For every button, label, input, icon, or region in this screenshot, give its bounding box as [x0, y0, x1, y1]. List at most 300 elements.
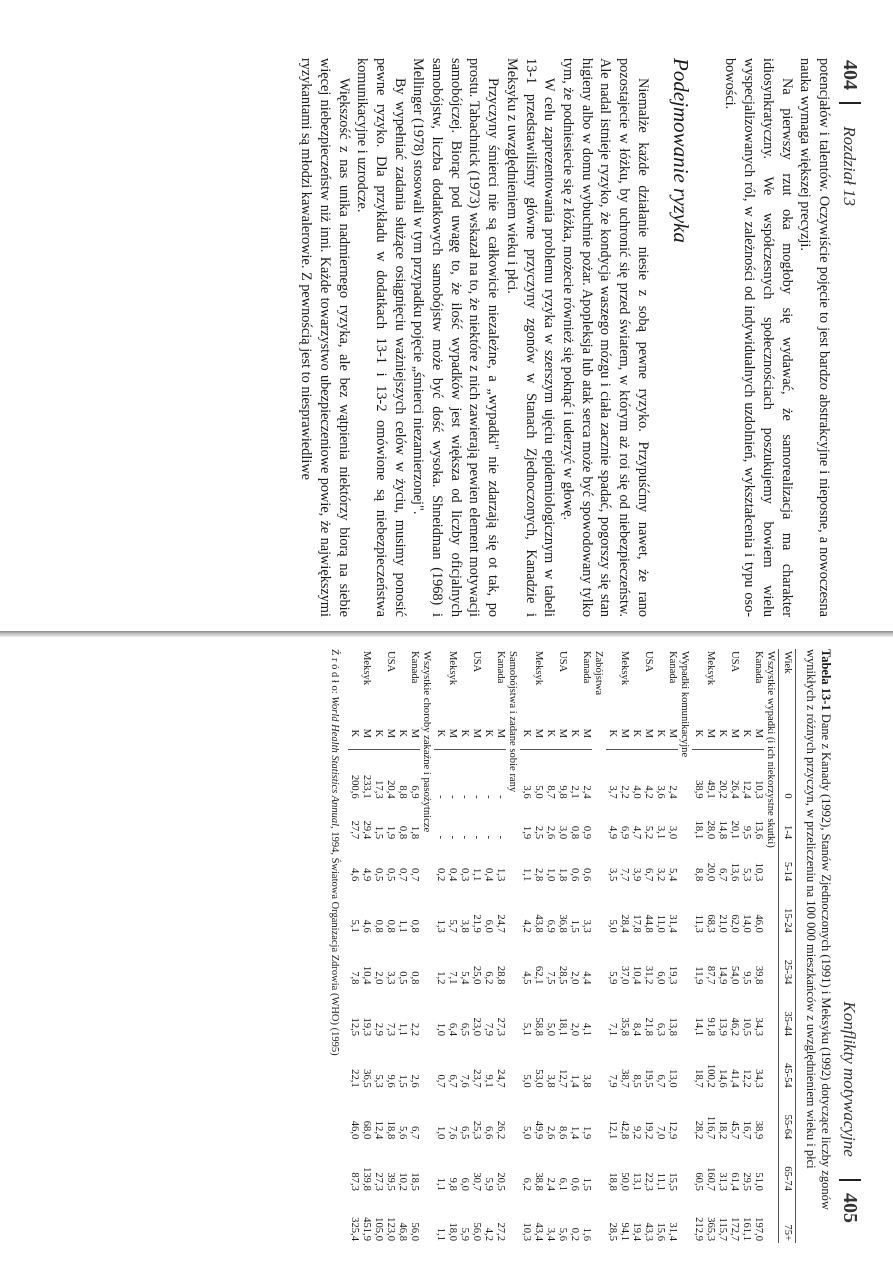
value-cell: 20,2: [717, 780, 728, 799]
country-cell: USA: [729, 651, 740, 673]
value-cell: 12,2: [741, 1069, 752, 1088]
value-cell: 1,5: [569, 919, 580, 933]
value-cell: 6,7: [717, 868, 728, 882]
sex-cell: M: [360, 718, 372, 750]
table-row: [532, 649, 544, 1243]
value-cell: 16,7: [741, 1120, 752, 1140]
country-cell: [520, 649, 532, 718]
table-row: [666, 649, 678, 1243]
value-cell: 161,1: [741, 1217, 752, 1241]
value-cell: 87,7: [705, 965, 716, 985]
table-row: [408, 649, 420, 1243]
country-cell: Kanada: [495, 651, 506, 684]
value-cell: 1,1: [397, 1022, 408, 1037]
value-cell: 200,6: [349, 774, 360, 799]
table-row: [606, 649, 618, 1243]
value-cell: 6,7: [447, 1074, 458, 1088]
value-cell: 8,8: [397, 785, 408, 799]
country-cell: Kanada: [753, 651, 764, 684]
value-cell: 6,2: [483, 971, 494, 985]
value-cell: -: [459, 835, 470, 840]
country-cell: USA: [471, 651, 482, 673]
value-cell: 1,1: [435, 1177, 446, 1191]
value-cell: 42,8: [619, 1120, 630, 1140]
table-row: [520, 649, 532, 1243]
value-cell: 22,1: [349, 1069, 360, 1088]
value-cell: 4,6: [361, 919, 372, 933]
value-cell: 3,8: [459, 919, 470, 933]
value-cell: 1,5: [397, 1074, 408, 1088]
country-cell: [348, 649, 360, 718]
value-cell: 2,0: [373, 971, 384, 985]
value-cell: 3,1: [655, 825, 666, 840]
value-cell: 1,8: [557, 868, 568, 882]
value-cell: 1,9: [581, 1126, 592, 1140]
value-cell: 50,0: [619, 1172, 630, 1191]
value-cell: 6,3: [655, 1022, 666, 1037]
value-cell: 12,5: [349, 1017, 360, 1037]
table-row: [434, 649, 446, 1243]
value-cell: 5,1: [521, 1022, 532, 1037]
value-cell: 6,0: [459, 1177, 470, 1191]
value-cell: 11,3: [693, 914, 704, 933]
value-cell: 3,3: [385, 971, 396, 985]
value-cell: 19,4: [631, 1222, 642, 1241]
value-cell: 49,1: [705, 780, 716, 799]
value-cell: 1,6: [581, 1227, 592, 1241]
table-row: [580, 649, 592, 1243]
value-cell: 1,0: [435, 1126, 446, 1140]
group-title: Wszystkie choroby zakaźne i pasożytnicze: [421, 651, 432, 833]
value-cell: 36,5: [361, 1069, 372, 1088]
value-cell: 6,7: [643, 868, 654, 882]
value-cell: 18,5: [409, 1172, 420, 1191]
value-cell: 6,7: [655, 1074, 666, 1088]
value-cell: 3,8: [581, 1074, 592, 1088]
value-cell: 123,0: [385, 1217, 396, 1241]
group-title-row: [420, 649, 434, 1243]
sex-cell: M: [642, 718, 654, 750]
sex-cell: K: [654, 718, 666, 750]
value-cell: 105,0: [373, 1217, 384, 1241]
value-cell: 0,6: [569, 868, 580, 882]
value-cell: 26,2: [495, 1120, 506, 1140]
table-row: [728, 649, 740, 1243]
value-cell: 20,0: [705, 862, 716, 882]
value-cell: 13,0: [667, 1069, 678, 1088]
column-header: 45-54: [779, 1038, 796, 1090]
value-cell: 0,9: [581, 825, 592, 840]
value-cell: 6,2: [521, 1177, 532, 1191]
value-cell: 233,1: [361, 774, 372, 799]
value-cell: 0,8: [409, 971, 420, 985]
value-cell: 27,7: [349, 820, 360, 840]
value-cell: -: [471, 795, 482, 799]
value-cell: 14,8: [717, 820, 728, 840]
value-cell: 38,9: [693, 780, 704, 799]
value-cell: 13,6: [729, 862, 740, 882]
value-cell: 68,0: [361, 1120, 372, 1140]
value-cell: 27,3: [373, 1172, 384, 1191]
value-cell: 12,4: [373, 1120, 384, 1140]
table-row: [544, 649, 556, 1243]
value-cell: -: [435, 795, 446, 799]
sex-cell: M: [408, 718, 420, 750]
sex-cell: K: [630, 718, 642, 750]
left-paragraphs-before: [721, 58, 833, 617]
value-cell: 14,6: [717, 1069, 728, 1088]
value-cell: 325,4: [349, 1217, 360, 1241]
table-row: [692, 649, 704, 1243]
value-cell: 100,2: [705, 1063, 716, 1088]
value-cell: 5,0: [521, 1074, 532, 1088]
value-cell: 4,9: [361, 868, 372, 882]
value-cell: 7,6: [459, 1074, 470, 1088]
value-cell: 2,4: [667, 785, 678, 799]
sex-cell: K: [740, 718, 752, 750]
value-cell: 6,5: [459, 1126, 470, 1140]
value-cell: 0,8: [373, 919, 384, 933]
sex-cell: M: [618, 718, 630, 750]
value-cell: 7,3: [385, 1022, 396, 1037]
value-cell: 0,7: [409, 868, 420, 882]
value-cell: 116,7: [705, 1115, 716, 1140]
value-cell: 7,6: [447, 1126, 458, 1140]
value-cell: 3,4: [545, 1227, 556, 1241]
value-cell: 1,0: [435, 1022, 446, 1037]
group-title: Samobójstwa i zadane sobie rany: [507, 651, 518, 793]
value-cell: 451,9: [361, 1217, 372, 1241]
sex-cell: K: [348, 718, 360, 750]
value-cell: 9,8: [447, 1177, 458, 1191]
value-cell: 29,4: [361, 820, 372, 840]
country-cell: Meksyk: [533, 651, 544, 686]
sex-cell: K: [692, 718, 704, 750]
sex-cell: M: [666, 718, 678, 750]
table-caption: [803, 649, 833, 1243]
table-row: [618, 649, 630, 1243]
column-header: [779, 718, 796, 750]
value-cell: 3,3: [581, 919, 592, 933]
value-cell: 7,8: [349, 971, 360, 985]
value-cell: 3,7: [607, 785, 618, 799]
value-cell: 58,8: [533, 1017, 544, 1037]
value-cell: 41,4: [729, 1069, 740, 1088]
value-cell: 23,7: [471, 1069, 482, 1088]
body-paragraph: Przyczyny śmierci nie są całkowicie niezależne, a „wypadki" nie zdarzają się ot tak, po prostu. Tabachnick (1973) wskazał na to, że niektóre z nich zawierają pewien element motywacji samobójczej. Biorąc pod uwagę to, że ilość wypadków jest większa od liczby oficjalnych samobójstw, liczba dodatkowych samobójstw może być dość wysoka. Shneidman (1968) i Mellinger (1978) stosowali w tym przypadku pojęcie „śmierci niezamierzonej".: [410, 58, 502, 617]
sex-cell: M: [704, 718, 716, 750]
value-cell: -: [471, 835, 482, 840]
group-title: Zabójstwa: [593, 651, 604, 696]
right-running-head: [838, 1001, 861, 1223]
column-header: 35-44: [779, 986, 796, 1038]
value-cell: 2,6: [545, 1126, 556, 1140]
value-cell: 7,1: [447, 971, 458, 985]
value-cell: 0,6: [569, 1177, 580, 1191]
group-title-row: [592, 649, 606, 1243]
value-cell: 1,0: [545, 868, 556, 882]
value-cell: 5,1: [349, 919, 360, 933]
column-header: 1-4: [779, 801, 796, 842]
value-cell: 1,5: [581, 1177, 592, 1191]
value-cell: 5,4: [667, 868, 678, 882]
value-cell: 1,8: [409, 825, 420, 840]
value-cell: 21,9: [471, 914, 482, 933]
sex-cell: M: [752, 718, 764, 750]
value-cell: 1,4: [569, 1074, 580, 1088]
value-cell: 28,5: [607, 1222, 618, 1241]
value-cell: 11,0: [655, 914, 666, 933]
table-row: [470, 649, 482, 1243]
body-paragraph: Na pierwszy rzut oka mogłoby się wydawać, że samorealizacja ma charakter idiosynkratyczny. We współczesnych społecznościach poszukujemy bowiem wielu wyspecjalizowanych ról, w zależności od indywidualnych uzdolnień, wykształcenia i typu osobowości.: [722, 58, 795, 617]
table-row: [654, 649, 666, 1243]
value-cell: 3,8: [545, 1074, 556, 1088]
value-cell: 46,0: [349, 1120, 360, 1140]
value-cell: 46,2: [729, 1017, 740, 1037]
country-cell: [716, 649, 728, 718]
value-cell: 19,2: [643, 1120, 654, 1140]
value-cell: 61,4: [729, 1172, 740, 1191]
column-header: 15-24: [779, 883, 796, 935]
value-cell: 0,8: [385, 919, 396, 933]
value-cell: 18,7: [693, 1069, 704, 1088]
value-cell: 5,3: [741, 868, 752, 882]
value-cell: 7,0: [655, 1126, 666, 1140]
value-cell: 17,3: [373, 780, 384, 799]
value-cell: 0,2: [569, 1227, 580, 1241]
value-cell: 3,6: [521, 785, 532, 799]
table-row: [446, 649, 458, 1243]
value-cell: 35,8: [619, 1017, 630, 1037]
value-cell: 31,4: [667, 914, 678, 933]
value-cell: 9,2: [631, 1126, 642, 1140]
value-cell: 6,0: [655, 971, 666, 985]
country-cell: [544, 649, 556, 718]
value-cell: 2,6: [409, 1074, 420, 1088]
value-cell: 34,3: [753, 1069, 764, 1088]
value-cell: 20,4: [385, 780, 396, 799]
value-cell: 6,9: [409, 785, 420, 799]
value-cell: 30,7: [471, 1172, 482, 1191]
value-cell: 0,5: [385, 868, 396, 882]
value-cell: 0,6: [581, 868, 592, 882]
value-cell: 27,3: [495, 1017, 506, 1037]
value-cell: 160,7: [705, 1167, 716, 1191]
table-row: [494, 649, 506, 1243]
value-cell: 9,8: [557, 785, 568, 799]
value-cell: 7,9: [483, 1022, 494, 1037]
value-cell: 38,8: [533, 1172, 544, 1191]
value-cell: 31,3: [717, 1172, 728, 1191]
value-cell: 6,1: [557, 1177, 568, 1191]
value-cell: 46,0: [753, 914, 764, 933]
table-row: [482, 649, 494, 1243]
value-cell: 0,8: [409, 919, 420, 933]
value-cell: 25,3: [471, 1120, 482, 1140]
country-cell: USA: [643, 651, 654, 673]
sex-cell: K: [544, 718, 556, 750]
left-chapter-title: Rozdział 13: [840, 126, 859, 207]
value-cell: 0,2: [435, 868, 446, 882]
value-cell: 14,9: [717, 965, 728, 985]
value-cell: 1,4: [569, 1126, 580, 1140]
value-cell: 46,8: [397, 1222, 408, 1241]
value-cell: 3,2: [655, 868, 666, 882]
sex-cell: K: [482, 718, 494, 750]
value-cell: 5,6: [397, 1126, 408, 1140]
value-cell: 2,6: [545, 825, 556, 840]
value-cell: 5,9: [459, 1227, 470, 1241]
table-row: [568, 649, 580, 1243]
value-cell: 7,7: [619, 868, 630, 882]
value-cell: 10,4: [631, 965, 642, 985]
value-cell: 39,5: [385, 1172, 396, 1191]
value-cell: 5,6: [557, 1227, 568, 1241]
value-cell: 0,3: [459, 868, 470, 882]
country-cell: USA: [557, 651, 568, 673]
value-cell: 9,5: [741, 825, 752, 840]
value-cell: 21,8: [643, 1017, 654, 1037]
value-cell: 0,7: [397, 868, 408, 882]
table-label: Tabela 13-1: [819, 649, 833, 711]
value-cell: 7,9: [607, 1074, 618, 1088]
source-title: World Health Statistics Annual,: [329, 696, 340, 829]
value-cell: 0,8: [397, 825, 408, 840]
value-cell: 2,2: [409, 1022, 420, 1037]
country-cell: USA: [385, 651, 396, 673]
value-cell: 91,8: [705, 1017, 716, 1037]
value-cell: 5,0: [533, 785, 544, 799]
value-cell: 5,9: [607, 971, 618, 985]
sex-cell: K: [434, 718, 446, 750]
value-cell: 94,1: [619, 1222, 630, 1241]
value-cell: 6,9: [619, 825, 630, 840]
value-cell: 12,1: [607, 1120, 618, 1140]
value-cell: 34,3: [753, 1017, 764, 1037]
value-cell: 4,6: [349, 868, 360, 882]
value-cell: 13,8: [667, 1017, 678, 1037]
sex-cell: M: [470, 718, 482, 750]
value-cell: 19,5: [643, 1069, 654, 1088]
value-cell: 7,1: [607, 1022, 618, 1037]
value-cell: 25,0: [471, 965, 482, 985]
value-cell: 5,3: [373, 1074, 384, 1088]
value-cell: 68,3: [705, 914, 716, 933]
value-cell: 8,7: [545, 785, 556, 799]
value-cell: 139,8: [361, 1167, 372, 1191]
value-cell: 2,4: [545, 1177, 556, 1191]
value-cell: 1,9: [521, 825, 532, 840]
value-cell: 11,9: [693, 966, 704, 985]
value-cell: 24,7: [495, 914, 506, 933]
value-cell: 0,4: [447, 868, 458, 882]
body-paragraph: By wypełniać zadania służące osiągnięciu ważniejszych celów w życiu, musimy ponosić pewne ryzyko. Dla przykładu w dodatkach 13-1 i 13-2 omówione są niebezpieczeństwa komunikacyjne i uzrodcze.: [354, 58, 408, 617]
value-cell: 115,7: [717, 1217, 728, 1241]
value-cell: 17,8: [631, 914, 642, 933]
value-cell: 7,5: [545, 971, 556, 985]
value-cell: 18,8: [607, 1172, 618, 1191]
column-header: 25-34: [779, 935, 796, 987]
value-cell: 36,8: [557, 914, 568, 933]
value-cell: 1,2: [435, 971, 446, 985]
value-cell: 8,5: [631, 1074, 642, 1088]
section-title: Podejmowanie ryzyka: [668, 58, 693, 243]
value-cell: 4,4: [581, 971, 592, 985]
country-cell: Kanada: [667, 651, 678, 684]
value-cell: 8,6: [557, 1126, 568, 1140]
sex-cell: M: [580, 718, 592, 750]
value-cell: 2,9: [373, 1022, 384, 1037]
value-cell: 39,8: [753, 965, 764, 985]
table-row: [752, 649, 764, 1243]
value-cell: 9,1: [483, 1074, 494, 1088]
value-cell: 12,4: [741, 780, 752, 799]
value-cell: 4,2: [483, 1227, 494, 1241]
value-cell: 19,3: [667, 965, 678, 985]
value-cell: 212,9: [693, 1217, 704, 1241]
value-cell: 1,9: [385, 825, 396, 840]
country-cell: [372, 649, 384, 718]
table-caption-text: Dane z Kanady (1992), Stanów Zjednoczonych (1991) i Meksyku (1992) dotyczące liczby zgonów wynikłych z różnych przyczyn, w przeliczeniu na 100 000 mieszkańców z uwzględnieniem wieku i płci: [804, 649, 833, 1210]
value-cell: 10,4: [361, 965, 372, 985]
value-cell: 365,3: [705, 1217, 716, 1241]
body-paragraph: W celu zaprezentowania problemu ryzyka w szerszym ujęciu epidemiologicznym w tabeli 13-1 przedstawiliśmy główne przyczyny zgonów w Stanach Zjednoczonych, Kanadzie i Meksyku z uwzględnieniem wieku i płci.: [503, 58, 558, 617]
country-cell: [396, 649, 408, 718]
value-cell: 6,4: [447, 1022, 458, 1037]
value-cell: 27,2: [495, 1222, 506, 1241]
value-cell: 13,9: [717, 1017, 728, 1037]
sex-cell: M: [532, 718, 544, 750]
sex-cell: M: [494, 718, 506, 750]
country-cell: [434, 649, 446, 718]
table-body: [348, 649, 779, 1243]
value-cell: 0,8: [569, 825, 580, 840]
value-cell: 6,7: [409, 1126, 420, 1140]
table-row: [642, 649, 654, 1243]
value-cell: 19,3: [361, 1017, 372, 1037]
value-cell: 62,0: [729, 914, 740, 933]
value-cell: 0,5: [397, 971, 408, 985]
value-cell: 14,1: [693, 1017, 704, 1037]
value-cell: 11,1: [655, 1172, 666, 1191]
value-cell: 28,5: [557, 965, 568, 985]
value-cell: 60,5: [693, 1172, 704, 1191]
sex-cell: M: [556, 718, 568, 750]
value-cell: -: [435, 835, 446, 840]
value-cell: -: [495, 795, 506, 799]
group-title-row: [764, 649, 779, 1243]
table-row: [556, 649, 568, 1243]
value-cell: 38,9: [753, 1120, 764, 1140]
country-cell: [740, 649, 752, 718]
sex-cell: M: [446, 718, 458, 750]
value-cell: 2,4: [581, 785, 592, 799]
value-cell: 18,8: [385, 1120, 396, 1140]
value-cell: 5,0: [545, 1022, 556, 1037]
table-source: [329, 649, 340, 1243]
table-row: [360, 649, 372, 1243]
value-cell: 4,5: [521, 971, 532, 985]
value-cell: 197,0: [753, 1217, 764, 1241]
value-cell: -: [495, 835, 506, 840]
table-row: [704, 649, 716, 1243]
sex-cell: K: [568, 718, 580, 750]
value-cell: 6,5: [459, 1022, 470, 1037]
value-cell: 10,3: [753, 780, 764, 799]
body-paragraph: Większość z nas unika nadmiernego ryzyka, ale bez wątpienia niektórzy biorą na siebie więcej niebezpieczeństw niż inni. Każde towarzystwo ubezpieczeniowe powie, że największymi ryzykantami są młodzi kawalerowie. Z pewnością jest to niesprawiedliwe: [298, 58, 352, 617]
value-cell: 1,1: [397, 919, 408, 933]
value-cell: 0,4: [483, 868, 494, 882]
